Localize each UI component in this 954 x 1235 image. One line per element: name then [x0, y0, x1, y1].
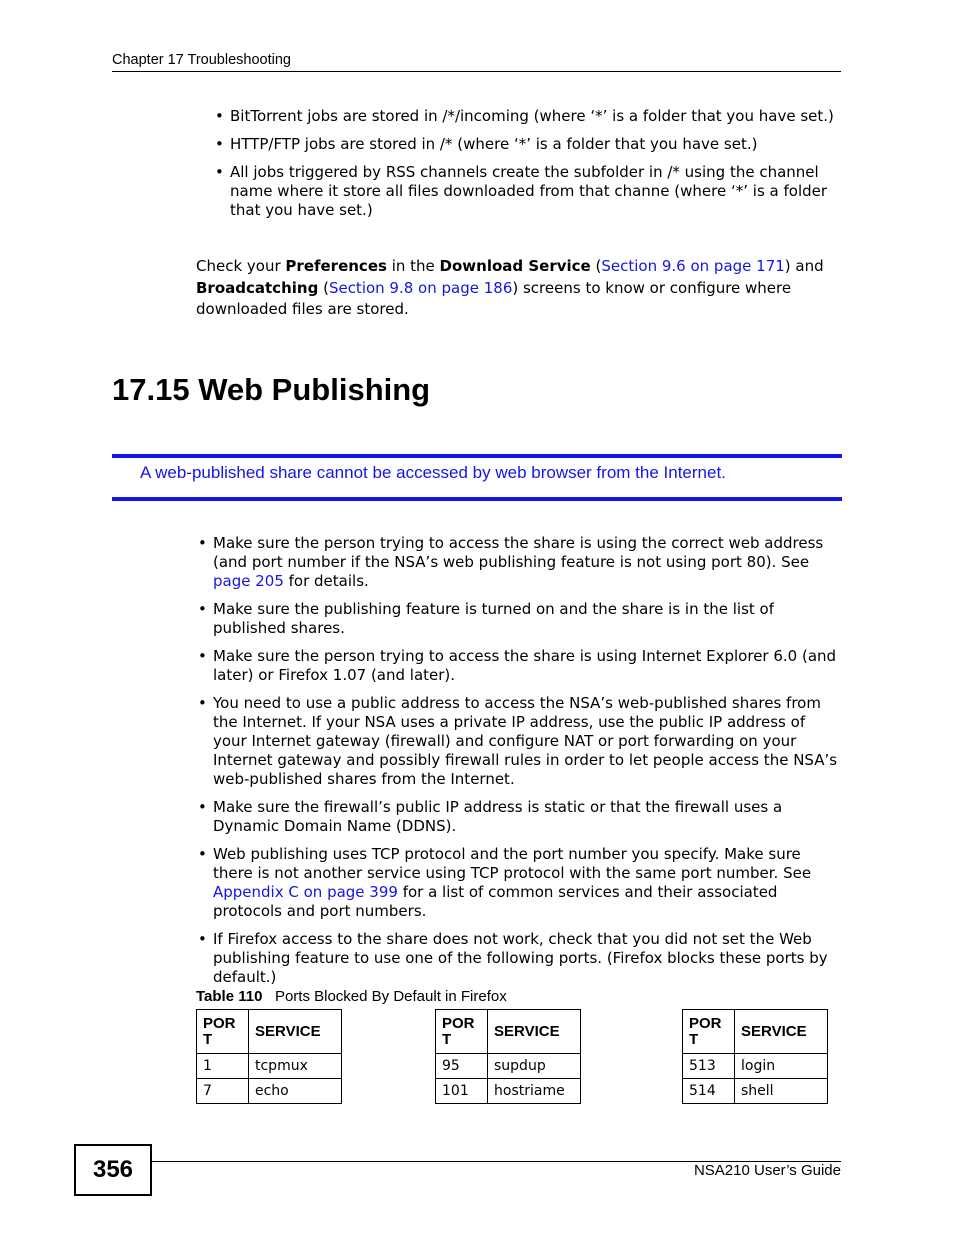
preferences-paragraph: Check your Preferences in the Download Service (Section 9.6 on page 171) and Broadcatching (Section 9.8 on page 186) screens to know or configure where downloaded files are stored.: [196, 257, 824, 318]
table-row: [436, 1054, 581, 1079]
service-cell: supdup: [488, 1054, 581, 1079]
list-item: • BitTorrent jobs are stored in /*/incoming (where ‘*’ is a folder that you have set.): [213, 107, 843, 126]
port-cell: 95: [436, 1054, 488, 1079]
header-rule: [112, 71, 841, 72]
broadcatching-term: Broadcatching: [196, 278, 319, 297]
section-heading: 17.15 Web Publishing: [112, 372, 431, 407]
appendix-c-link[interactable]: Appendix C on page 399: [213, 883, 398, 901]
table-row: [197, 1054, 342, 1079]
table-row: [683, 1079, 828, 1104]
list-item: • You need to use a public address to access the NSA’s web-published shares from the Internet. If your NSA uses a private IP address, use the public IP address of your Internet gateway (firewall) and configure NAT or port forwarding on your Internet gateway and possibly firewall rules in order to let people access the NSA’s web-published shares from the Internet.: [196, 694, 841, 789]
list-item: • Make sure the person trying to access the share is using Internet Explorer 6.0 (and later) or Firefox 1.07 (and later).: [196, 647, 841, 685]
note-top-rule: [112, 454, 842, 458]
ports-table-2: [435, 1009, 581, 1104]
running-header: Chapter 17 Troubleshooting: [112, 52, 291, 68]
service-column-header: SERVICE: [488, 1010, 581, 1054]
service-cell: echo: [249, 1079, 342, 1104]
port-cell: 101: [436, 1079, 488, 1104]
list-item: • Make sure the publishing feature is turned on and the share is in the list of published shares.: [196, 600, 841, 638]
port-column-header: POR T: [436, 1010, 488, 1054]
problem-statement: A web-published share cannot be accessed by web browser from the Internet.: [140, 463, 726, 482]
list-item: • Web publishing uses TCP protocol and the port number you specify. Make sure there is not another service using TCP protocol with the same port number. See Appendix C on page 399 for a list of common services and their associated protocols and port numbers.: [196, 845, 841, 921]
list-item: • Make sure the firewall’s public IP address is static or that the firewall uses a Dynamic Domain Name (DDNS).: [196, 798, 841, 836]
port-column-header: POR T: [683, 1010, 735, 1054]
list-item: • Make sure the person trying to access the share is using the correct web address (and port number if the NSA’s web publishing feature is not using port 80). See page 205 for details.: [196, 534, 841, 591]
service-column-header: SERVICE: [249, 1010, 342, 1054]
note-bottom-rule: [112, 497, 842, 501]
ports-table-3: [682, 1009, 828, 1104]
table-caption: Table 110 Ports Blocked By Default in Firefox: [196, 988, 507, 1005]
port-cell: 1: [197, 1054, 249, 1079]
service-column-header: SERVICE: [735, 1010, 828, 1054]
section-9-8-link[interactable]: Section 9.8 on page 186: [328, 278, 513, 297]
service-cell: tcpmux: [249, 1054, 342, 1079]
table-row: [197, 1079, 342, 1104]
page-205-link[interactable]: page 205: [213, 572, 284, 590]
service-cell: shell: [735, 1079, 828, 1104]
guide-title: NSA210 User’s Guide: [693, 1162, 841, 1179]
table-row: [436, 1079, 581, 1104]
ports-table-1: [196, 1009, 342, 1104]
service-cell: hostriame: [488, 1079, 581, 1104]
preferences-term: Preferences: [285, 257, 387, 275]
storage-bullet-list: [213, 107, 843, 229]
list-item: • All jobs triggered by RSS channels create the subfolder in /* using the channel name where it store all files downloaded from that channe (where ‘*’ is a folder that you have set.): [213, 163, 843, 220]
table-row: [683, 1054, 828, 1079]
service-cell: login: [735, 1054, 828, 1079]
download-service-term: Download Service: [439, 257, 591, 275]
troubleshooting-bullet-list: [196, 534, 841, 996]
list-item: • If Firefox access to the share does not work, check that you did not set the Web publishing feature to use one of the following ports. (Firefox blocks these ports by default.): [196, 930, 841, 987]
port-cell: 7: [197, 1079, 249, 1104]
port-cell: 514: [683, 1079, 735, 1104]
page-number: 356: [74, 1144, 152, 1196]
port-column-header: POR T: [197, 1010, 249, 1054]
list-item: • HTTP/FTP jobs are stored in /* (where ‘*’ is a folder that you have set.): [213, 135, 843, 154]
port-cell: 513: [683, 1054, 735, 1079]
section-9-6-link[interactable]: Section 9.6 on page 171: [601, 257, 785, 275]
